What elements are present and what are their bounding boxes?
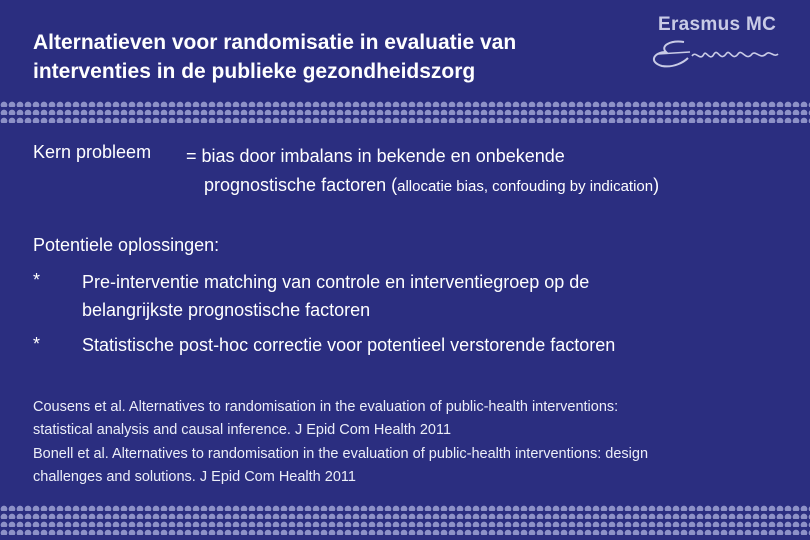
reference-line-2: challenges and solutions. J Epid Com Health 2011 bbox=[33, 469, 356, 485]
list-item bbox=[82, 268, 772, 324]
kern-definition bbox=[186, 142, 786, 201]
slide-title bbox=[33, 28, 613, 86]
logo-wordmark: Erasmus MC bbox=[658, 14, 777, 35]
dotted-divider bbox=[0, 109, 810, 115]
kern-def-end: ) bbox=[653, 175, 660, 195]
references bbox=[33, 396, 773, 490]
title-line-2: interventies in de publieke gezondheidszorg bbox=[33, 60, 476, 83]
dotted-divider bbox=[0, 513, 810, 519]
kern-def-main: prognostische factoren ( bbox=[204, 175, 398, 195]
kern-def-small: allocatie bias, confouding by indication bbox=[397, 178, 654, 195]
dotted-divider bbox=[0, 101, 810, 107]
reference-line-1: Bonell et al. Alternatives to randomisation in the evaluation of public-health interventions: design bbox=[33, 446, 649, 462]
reference-line-1: Cousens et al. Alternatives to randomisation in the evaluation of public-health interventions: bbox=[33, 399, 619, 415]
signature-icon bbox=[640, 36, 790, 72]
list-item bbox=[82, 331, 772, 359]
list-item-line-1: Pre-interventie matching van controle en interventiegroep op de bbox=[82, 272, 590, 292]
erasmus-mc-logo bbox=[640, 14, 790, 70]
list-item-line-1: Statistische post-hoc correctie voor potentieel verstorende factoren bbox=[82, 335, 616, 355]
reference-item bbox=[33, 443, 773, 489]
kern-def-line-2 bbox=[186, 171, 786, 201]
dotted-divider bbox=[0, 521, 810, 527]
title-line-1: Alternatieven voor randomisatie in evaluatie van bbox=[33, 31, 517, 54]
kern-def-line-1: = bias door imbalans in bekende en onbekende bbox=[186, 146, 565, 166]
reference-item bbox=[33, 396, 773, 442]
bullet-marker: * bbox=[33, 270, 41, 290]
list-item-line-2: belangrijkste prognostische factoren bbox=[82, 300, 371, 320]
potential-heading: Potentiele oplossingen: bbox=[33, 235, 220, 255]
dotted-divider bbox=[0, 505, 810, 511]
dotted-divider bbox=[0, 529, 810, 535]
reference-line-2: statistical analysis and causal inference. J Epid Com Health 2011 bbox=[33, 422, 452, 438]
bullet-marker: * bbox=[33, 334, 41, 354]
kern-label: Kern probleem bbox=[33, 142, 152, 162]
dotted-divider bbox=[0, 117, 810, 123]
